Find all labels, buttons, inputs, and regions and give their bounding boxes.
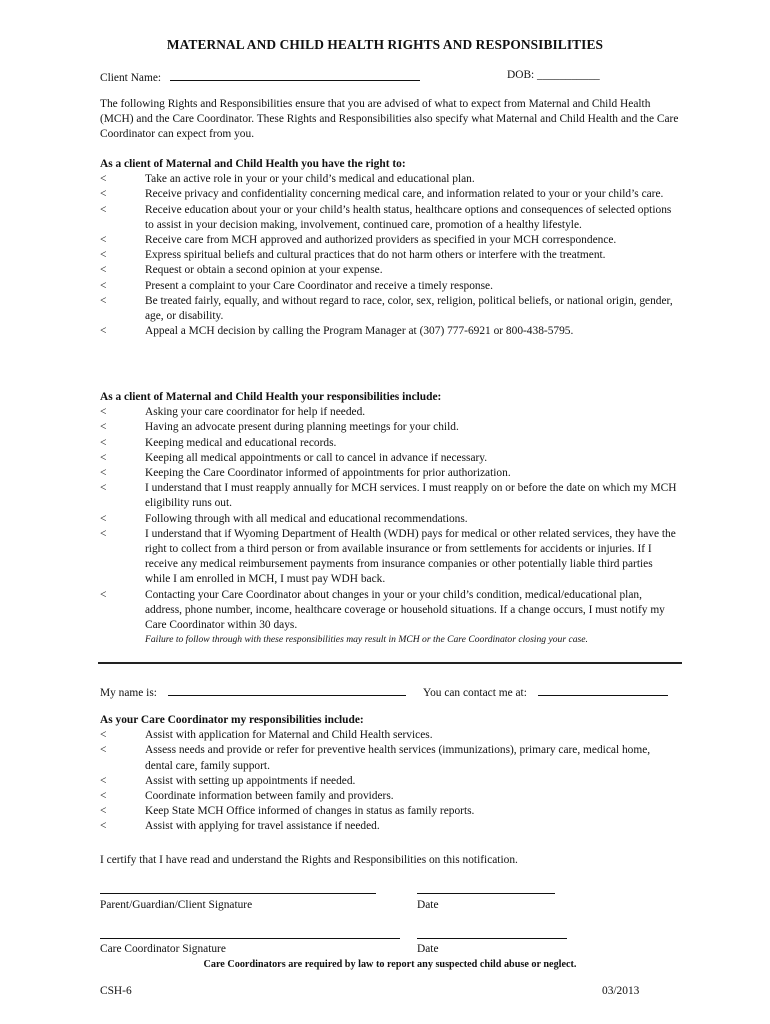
responsibility-item: [100, 436, 680, 451]
date-label-2: Date: [417, 943, 439, 955]
coordinator-item: [100, 789, 680, 804]
responsibility-item: [100, 466, 680, 481]
legal-notice: Care Coordinators are required by law to report any suspected child abuse or neglect.: [203, 959, 577, 970]
rights-item-text: Request or obtain a second opinion at your expense.: [145, 264, 383, 277]
coordinator-heading: As your Care Coordinator my responsibilities include:: [100, 714, 364, 726]
rights-item-text: Express spiritual beliefs and cultural practices that do not harm others or interfere with the treatment.: [145, 249, 606, 262]
responsibilities-section: [100, 390, 680, 647]
coordinator-list: [100, 728, 680, 834]
rights-item-text: Present a complaint to your Care Coordinator and receive a timely response.: [145, 279, 493, 292]
coordinator-item-text: Assist with applying for travel assistance if needed.: [145, 820, 380, 833]
bullet-marker: <: [100, 203, 107, 216]
responsibility-item-text: Keeping medical and educational records.: [145, 436, 337, 449]
bullet-marker: <: [100, 188, 107, 201]
bullet-marker: <: [100, 421, 107, 434]
rights-item: [100, 172, 680, 187]
coordinator-item: [100, 743, 680, 773]
responsibility-item-text: Asking your care coordinator for help if needed.: [145, 406, 366, 419]
bullet-marker: <: [100, 588, 107, 601]
responsibility-item-text: Following through with all medical and educational recommendations.: [145, 512, 468, 525]
rights-item-text: Be treated fairly, equally, and without regard to race, color, sex, religion, political beliefs, or national origin, gender, age, or disability.: [145, 294, 673, 323]
client-name-field[interactable]: [170, 68, 420, 81]
rights-list: [100, 172, 680, 339]
bullet-marker: <: [100, 436, 107, 449]
coordinator-item-text: Assess needs and provide or refer for preventive health services (immunizations), primary care, medical home, dental care, family support.: [145, 744, 651, 772]
revision-date: 03/2013: [602, 985, 640, 997]
responsibility-item-text: Contacting your Care Coordinator about changes in your or your child’s condition, medical/educational plan, address, phone number, income, healthcare coverage or household situations. If a change occurs, I must notify my Care Coordinator within 30 days.: [145, 588, 665, 632]
bullet-marker: <: [100, 234, 107, 247]
intro-paragraph: The following Rights and Responsibilities ensure that you are advised of what to expect from Maternal and Child Health (MCH) and the Care Coordinator. These Rights and Responsibilities also specify what Maternal and Child Health and the Care Coordinator can expect from you.: [100, 98, 679, 141]
responsibility-item: [100, 588, 680, 634]
rights-item-text: Take an active role in your or your child’s medical and educational plan.: [145, 173, 475, 186]
bullet-marker: <: [100, 279, 107, 292]
rights-item: [100, 187, 680, 202]
bullet-marker: <: [100, 790, 107, 803]
bullet-marker: <: [100, 805, 107, 818]
responsibility-item: [100, 512, 680, 527]
rights-item: [100, 279, 680, 294]
responsibilities-heading: As a client of Maternal and Child Health your responsibilities include:: [100, 391, 442, 403]
bullet-marker: <: [100, 512, 107, 525]
coordinator-item: [100, 728, 680, 743]
responsibility-item-text: I understand that if Wyoming Department of Health (WDH) pays for medical or other related services, they have the right to collect from a third person or from available insurance or from settlements for accidents or injuries. If I receive any medical reimbursement payments from insurance companies or other potentially liable third parties while I am enrolled in MCH, I must pay WDH back.: [145, 527, 676, 586]
responsibility-item-text: Keeping all medical appointments or call to cancel in advance if necessary.: [145, 451, 488, 464]
contact-label: You can contact me at:: [423, 687, 527, 699]
coordinator-item: [100, 804, 680, 819]
contact-field[interactable]: [538, 683, 668, 696]
coordinator-item-text: Assist with application for Maternal and Child Health services.: [145, 729, 433, 742]
rights-item: [100, 324, 680, 339]
responsibility-item: [100, 405, 680, 420]
responsibilities-list: [100, 405, 680, 633]
form-id: CSH-6: [100, 985, 132, 997]
date-label-1: Date: [417, 899, 439, 911]
responsibility-item-text: Having an advocate present during planning meetings for your child.: [145, 421, 459, 434]
client-name-row: [100, 68, 420, 86]
coordinator-signature-label: Care Coordinator Signature: [100, 943, 226, 955]
responsibility-item: [100, 451, 680, 466]
bullet-marker: <: [100, 774, 107, 787]
rights-item: [100, 233, 680, 248]
coordinator-item-text: Assist with setting up appointments if needed.: [145, 774, 356, 787]
responsibility-item: [100, 527, 680, 588]
my-name-label: My name is:: [100, 687, 157, 699]
bullet-marker: <: [100, 451, 107, 464]
bullet-marker: <: [100, 325, 107, 338]
coordinator-item-text: Coordinate information between family and providers.: [145, 790, 394, 803]
section-divider: [98, 662, 682, 664]
rights-item-text: Receive care from MCH approved and authorized providers as specified in your MCH correspondence.: [145, 234, 617, 247]
rights-item-text: Appeal a MCH decision by calling the Program Manager at (307) 777-6921 or 800-438-5795.: [145, 325, 574, 338]
bullet-marker: <: [100, 744, 107, 757]
bullet-marker: <: [100, 820, 107, 833]
certification-statement: I certify that I have read and understand the Rights and Responsibilities on this notification.: [100, 854, 518, 866]
bullet-marker: <: [100, 173, 107, 186]
rights-item: [100, 294, 680, 324]
coordinator-item: [100, 819, 680, 834]
rights-item: [100, 248, 680, 263]
dob-label: DOB: ___________: [507, 69, 600, 81]
client-signature-line[interactable]: [100, 893, 376, 894]
responsibility-item: [100, 420, 680, 435]
my-name-row: [100, 683, 406, 701]
rights-item-text: Receive education about your or your child’s health status, healthcare options and consequences of selected options to assist in your decision making, involvement, continued care, promotion of a healthy lifestyle.: [145, 203, 672, 231]
bullet-marker: <: [100, 294, 107, 307]
responsibilities-note: Failure to follow through with these responsibilities may result in MCH or the Care Coordinator closing your case.: [145, 634, 588, 646]
rights-item: [100, 203, 680, 233]
rights-section: [100, 157, 680, 339]
bullet-marker: <: [100, 264, 107, 277]
rights-item-text: Receive privacy and confidentiality concerning medical care, and information related to your or your child’s care.: [145, 188, 664, 201]
client-name-label: Client Name:: [100, 72, 162, 84]
client-signature-label: Parent/Guardian/Client Signature: [100, 899, 253, 911]
bullet-marker: <: [100, 482, 107, 495]
rights-item: [100, 263, 680, 278]
bullet-marker: <: [100, 467, 107, 480]
responsibility-item-text: I understand that I must reapply annually for MCH services. I must reapply on or before the date on which my MCH eligibility runs out.: [145, 482, 677, 510]
rights-heading: As a client of Maternal and Child Health you have the right to:: [100, 158, 406, 170]
bullet-marker: <: [100, 527, 107, 540]
bullet-marker: <: [100, 729, 107, 742]
coordinator-signature-line[interactable]: [100, 938, 400, 939]
bullet-marker: <: [100, 406, 107, 419]
coordinator-section: [100, 713, 680, 835]
coordinator-item: [100, 774, 680, 789]
coordinator-item-text: Keep State MCH Office informed of changes in status as family reports.: [145, 805, 475, 818]
responsibility-item: [100, 481, 680, 511]
my-name-field[interactable]: [168, 683, 406, 696]
responsibility-item-text: Keeping the Care Coordinator informed of appointments for prior authorization.: [145, 467, 511, 480]
document-title: MATERNAL AND CHILD HEALTH RIGHTS AND RESPONSIBILITIES: [166, 37, 604, 52]
bullet-marker: <: [100, 249, 107, 262]
contact-row: [423, 683, 668, 701]
date-line-1[interactable]: [417, 893, 555, 894]
date-line-2[interactable]: [417, 938, 567, 939]
